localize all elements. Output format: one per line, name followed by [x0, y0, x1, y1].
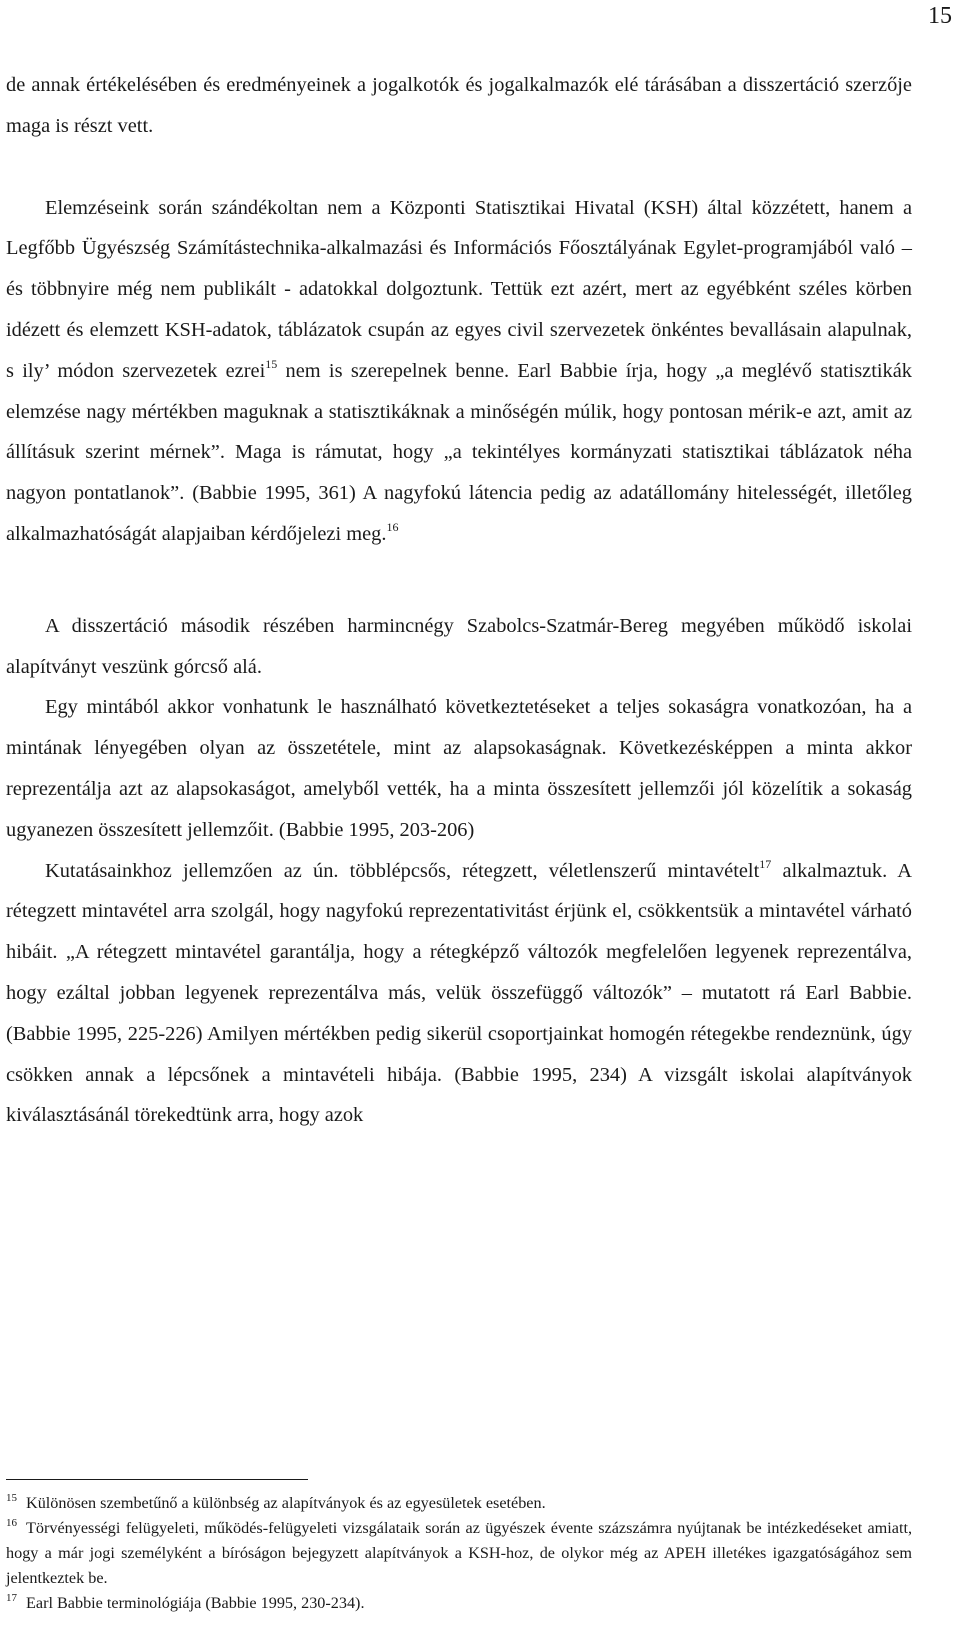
footnote-text: Earl Babbie terminológiája (Babbie 1995, 230-234).: [26, 1594, 365, 1612]
paragraph-2: [6, 188, 912, 555]
footnotes: [6, 1491, 912, 1616]
paragraph-1: de annak értékelésében és eredményeinek a jogalkotók és jogalkalmazók elé tárásában a disszertáció szerzője maga is részt vett.: [6, 74, 912, 137]
page-number: 15: [928, 3, 952, 29]
paragraph-4: Egy mintából akkor vonhatunk le használható következtetéseket a teljes sokaságra vonatkozóan, ha a mintának lényegében olyan az összetétele, mint az alapsokaságnak. Következésképpen a minta akkor reprezentálja azt az alapsokaságot, amelyből vették, ha a minta összesített jellemzői jól közelítik a sokaság ugyanezen összesített jellemzőit. (Babbie 1995, 203-206): [6, 696, 912, 841]
paragraph-5-text-b: alkalmaztuk. A rétegzett mintavétel arra szolgál, hogy nagyfokú reprezentativitást érjünk el, csökkentsük a mintavétel várható hibáit. „A rétegzett mintavétel garantálja, hogy a rétegképző változók megfelelően legyenek reprezentálva, hogy ezáltal jobban legyenek reprezentálva más, velük összefüggő változók” – mutatott rá Earl Babbie. (Babbie 1995, 225-226) Amilyen mértékben pedig sikerül csoportjainkat homogén rétegekbe rendeznünk, úgy csökken annak a lépcsőnek a mintavételi hibája. (Babbie 1995, 234) A vizsgált iskolai alapítványok kiválasztásánál törekedtünk arra, hogy azok: [6, 859, 912, 1127]
paragraph-5-text-a: Kutatásainkhoz jellemzően az ún. többlépcsős, rétegzett, véletlenszerű mintavételt: [45, 859, 760, 882]
footnote-ref-16: 16: [386, 519, 399, 534]
footnote-text: Törvényességi felügyeleti, működés-felügyeleti vizsgálataik során az ügyészek évente százszámra nyújtanak be intézkedéseket amiatt, hogy a már jogi személyként a bíróságon bejegyzett alapítványok a KSH-hoz, de olykor még az APEH illetékes igazgatóságához sem jelentkeztek be.: [6, 1519, 912, 1587]
footnote-separator: [6, 1479, 308, 1480]
footnote-16: 16 Törvényességi felügyeleti, működés-felügyeleti vizsgálataik során az ügyészek évente százszámra nyújtanak be intézkedéseket amiatt, hogy a már jogi személyként a bíróságon bejegyzett alapítványok a KSH-hoz, de olykor még az APEH illetékes igazgatóságához sem jelentkeztek be.: [6, 1517, 912, 1587]
body-text: [6, 65, 912, 1136]
paragraph-5: [6, 851, 912, 1137]
footnote-text: Különösen szembetűnő a különbség az alapítványok és az egyesületek esetében.: [26, 1494, 546, 1512]
paragraph-2-text-a: Elemzéseink során szándékoltan nem a Központi Statisztikai Hivatal (KSH) által közzétett, hanem a Legfőbb Ügyészség Számítástechnika-alkalmazási és Információs Főosztályának Egylet-programjából való – és többnyire még nem publikált - adatokkal dolgoztunk. Tettük ezt azért, mert az egyébként széles körben idézett és elemzett KSH-adatok, táblázatok csupán az egyes civil szervezetek önkéntes bevallásain alapulnak, s ily’ módon szervezetek ezrei: [6, 196, 912, 382]
footnote-ref-15: 15: [265, 356, 278, 371]
footnote-ref-17: 17: [759, 856, 772, 871]
paragraph-2-text-b: nem is szerepelnek benne. Earl Babbie írja, hogy „a meglévő statisztikák elemzése nagy mértékben maguknak a statisztikáknak a minőségén múlik, hogy pontosan mérik-e azt, amit az állításuk szerint mérnek”. Maga is rámutat, hogy „a tekintélyes kormányzati statisztikai táblázatok néha nagyon pontatlanok”. (Babbie 1995, 361) A nagyfokú látencia pedig az adatállomány hitelességét, illetőleg alkalmazhatóságát alapjaiban kérdőjelezi meg.: [6, 359, 912, 545]
footnote-17: 17 Earl Babbie terminológiája (Babbie 1995, 230-234).: [6, 1592, 365, 1612]
paragraph-3: A disszertáció második részében harmincnégy Szabolcs-Szatmár-Bereg megyében működő iskolai alapítványt veszünk górcső alá.: [6, 614, 912, 678]
footnote-15: 15 Különösen szembetűnő a különbség az alapítványok és az egyesületek esetében.: [6, 1492, 546, 1512]
